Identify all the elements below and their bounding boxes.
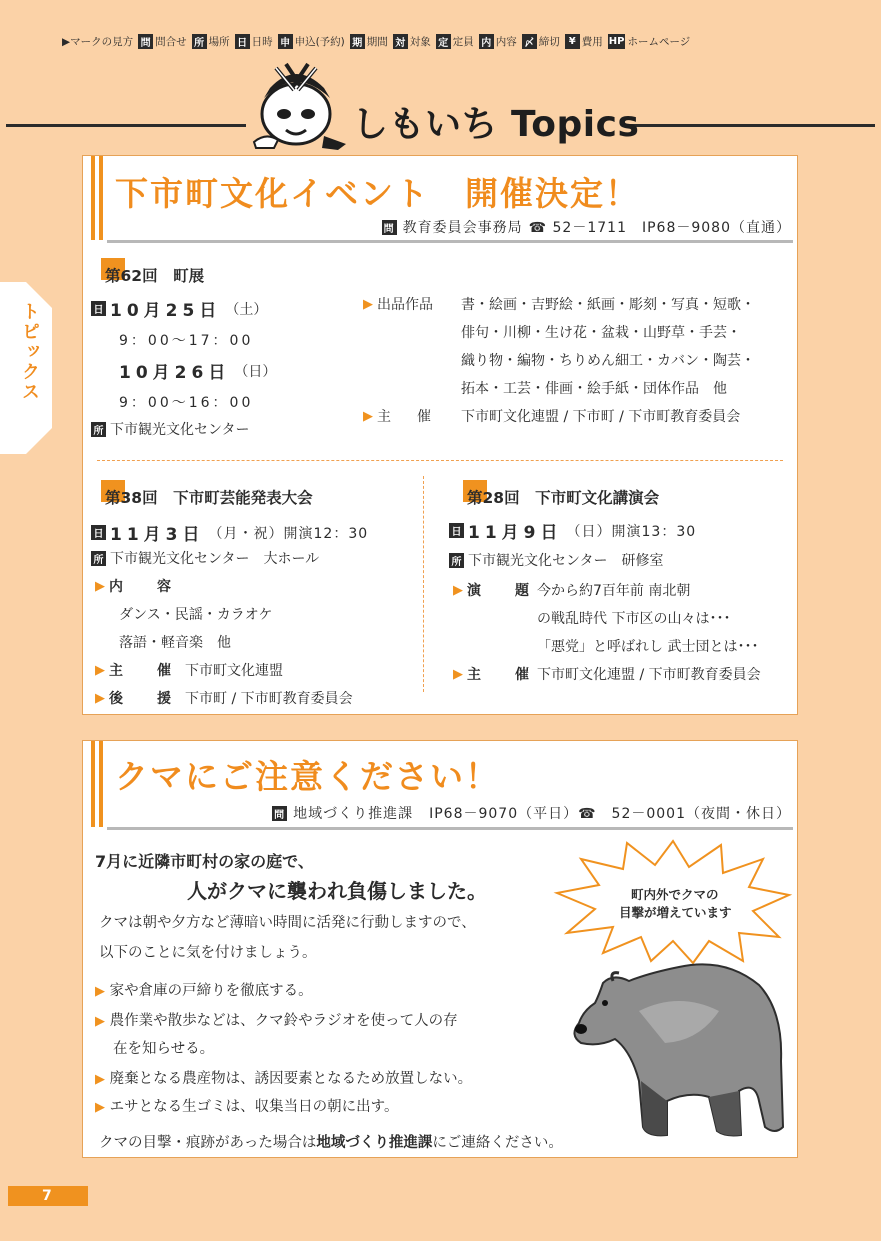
- triangle-icon: ▶: [95, 1100, 105, 1115]
- legend-item: [278, 34, 345, 49]
- tip-text: 家や倉庫の戸締りを徹底する。: [109, 983, 313, 999]
- place-text: 下市観光文化センター 研修室: [468, 553, 664, 569]
- legend-item: [393, 34, 431, 49]
- content-line: 落語・軽音楽 他: [119, 635, 231, 651]
- header-rule-left: [6, 124, 246, 127]
- day2: （日）: [234, 363, 277, 380]
- exhibition-place: [91, 419, 249, 439]
- triangle-icon: ▶: [453, 582, 463, 598]
- performance-title-text: 第38回 下市町芸能発表大会: [105, 489, 313, 507]
- bear-intro-2: 以下のことに気を付けましょう。: [99, 945, 317, 961]
- tip-continuation: 在を知らせる。: [113, 1041, 215, 1057]
- legend-mark: ¥: [565, 34, 580, 49]
- tip-text: 農作業や散歩などは、クマ鈴やラジオを使って人の存: [109, 1013, 458, 1029]
- works-line: 織り物・編物・ちりめん細工・カバン・陶芸・: [461, 353, 755, 369]
- legend-mark: HP: [608, 36, 625, 47]
- legend-text: 期間: [366, 36, 388, 48]
- tip-text: 廃棄となる農産物は、誘因要素となるため放置しない。: [109, 1071, 473, 1087]
- contact-tel: ☎ 52－1711 IP68－9080（直通）: [528, 220, 791, 236]
- exhibition-title: [105, 264, 204, 286]
- legend-item: [436, 34, 474, 49]
- bear-contact: [272, 803, 791, 823]
- performance-content-row: [95, 576, 181, 596]
- performance-support-row: [95, 688, 353, 708]
- place-text: 下市観光文化センター 大ホール: [110, 551, 320, 567]
- inquiry-mark: 問: [382, 220, 397, 235]
- legend-text: 申込(予約): [294, 36, 345, 48]
- title-rule: [107, 827, 793, 830]
- legend-mark: 定: [436, 34, 451, 49]
- page-number: 7: [8, 1186, 88, 1206]
- legend-text: 定員: [452, 36, 474, 48]
- header-rule-right: [626, 124, 875, 127]
- triangle-icon: ▶: [363, 296, 373, 312]
- triangle-icon: ▶: [95, 1072, 105, 1087]
- legend-mark: 対: [393, 34, 408, 49]
- legend-mark: 所: [192, 34, 207, 49]
- legend-text: 費用: [581, 36, 603, 48]
- theme-line: の戦乱時代 下市区の山々は･･･: [537, 611, 731, 627]
- burst-line-1: 町内外でクマの: [631, 887, 719, 902]
- lecture-date: [449, 518, 696, 543]
- tip-text: エサとなる生ゴミは、収集当日の朝に出す。: [109, 1099, 399, 1115]
- legend-text: ホームページ: [627, 36, 691, 48]
- legend-text: 対象: [409, 36, 431, 48]
- legend-mark: 期: [350, 34, 365, 49]
- triangle-icon: ▶: [95, 1014, 105, 1029]
- exhibition-host: 下市町文化連盟 / 下市町 / 下市町教育委員会: [461, 409, 741, 425]
- burst-line-2: 目撃が増えています: [619, 905, 732, 920]
- support-label: 後 援: [109, 691, 181, 707]
- place-text: 下市観光文化センター: [110, 422, 250, 438]
- mascot-icon: [246, 58, 350, 150]
- exhibition-date2: [119, 358, 276, 383]
- exhibition-time1: 9：00～17：00: [119, 333, 254, 349]
- lecture-host: 下市町文化連盟 / 下市町教育委員会: [537, 667, 761, 683]
- date: 11月3日: [110, 525, 205, 545]
- day1: （土）: [225, 301, 268, 318]
- footer-post: にご連絡ください。: [432, 1135, 563, 1151]
- side-tab-label: トピックス: [19, 302, 40, 402]
- theme-line: 「悪党」と呼ばれし 武士団とは･･･: [537, 639, 759, 655]
- place-mark: 所: [449, 553, 464, 568]
- legend-item: [608, 34, 691, 49]
- date: 11月9日: [468, 523, 563, 543]
- date-tail: （月・祝）開演12：30: [208, 525, 369, 542]
- lecture-place: [449, 550, 663, 570]
- footer-pre: クマの目撃・痕跡があった場合は: [99, 1135, 317, 1151]
- footer-bold: 地域づくり推進課: [316, 1135, 433, 1151]
- bear-card: [82, 740, 798, 1158]
- performance-place: [91, 548, 319, 568]
- performance-title: [105, 486, 313, 508]
- legend-item: [565, 34, 603, 49]
- date1: 10月25日: [110, 301, 222, 321]
- legend-text: 日時: [251, 36, 273, 48]
- contact-org: 地域づくり推進課: [293, 806, 414, 822]
- works-label-row: [363, 294, 433, 314]
- host-label: 主 催: [377, 409, 437, 425]
- date-tail: （日）開演13：30: [566, 523, 697, 540]
- tip-item: [95, 1009, 458, 1030]
- title-stripe: [91, 156, 95, 240]
- legend-text: 内容: [495, 36, 517, 48]
- title-rule: [107, 240, 793, 243]
- host-label: 主 催: [109, 663, 181, 679]
- performance-host-row: [95, 660, 283, 680]
- page-title: しもいち Topics: [352, 104, 640, 145]
- title-stripe: [99, 156, 103, 240]
- legend-item: [479, 34, 517, 49]
- date2: 10月26日: [119, 363, 231, 383]
- theme-line: 今から約7百年前 南北朝: [537, 583, 691, 599]
- contact-org: 教育委員会事務局: [402, 220, 523, 236]
- legend-text: 締切: [538, 36, 560, 48]
- legend-item: [235, 34, 273, 49]
- content-label: 内 容: [109, 579, 181, 595]
- works-line: 俳句・川柳・生け花・盆栽・山野草・手芸・: [461, 325, 741, 341]
- exhibition-host-row: [363, 406, 437, 426]
- triangle-icon: ▶: [453, 666, 463, 682]
- tip-item: [95, 979, 313, 1000]
- bear-icon: [569, 951, 791, 1141]
- event-card: [82, 155, 798, 715]
- host-text: 下市町文化連盟: [185, 663, 283, 679]
- place-mark: 所: [91, 551, 106, 566]
- event-contact: [382, 217, 791, 237]
- legend-mark: 〆: [522, 34, 537, 49]
- inquiry-mark: 問: [272, 806, 287, 821]
- support-text: 下市町 / 下市町教育委員会: [185, 691, 353, 707]
- date-mark: 日: [91, 525, 106, 540]
- triangle-icon: ▶: [95, 984, 105, 999]
- lecture-host-row: [453, 664, 539, 684]
- legend-mark: 問: [138, 34, 153, 49]
- performance-date: [91, 520, 368, 545]
- legend-text: 場所: [208, 36, 230, 48]
- dashed-divider: [97, 460, 783, 461]
- legend-item: [522, 34, 560, 49]
- bear-headline-2: 人がクマに襲われ負傷しました。: [187, 879, 487, 903]
- exhibition-title-text: 第62回 町展: [105, 267, 205, 285]
- host-label: 主 催: [467, 667, 539, 683]
- works-line: 拓本・工芸・俳画・絵手紙・団体作品 他: [461, 381, 727, 397]
- tip-item: [95, 1067, 472, 1088]
- tip-item: [95, 1095, 398, 1116]
- triangle-icon: ▶: [363, 408, 373, 424]
- title-stripe: [99, 741, 103, 827]
- works-label: 出品作品: [377, 297, 433, 313]
- exhibition-date1: [91, 296, 267, 321]
- bear-headline-1: 7月に近隣市町村の家の庭で、: [95, 852, 314, 871]
- legend-mark: 日: [235, 34, 250, 49]
- legend-item: [350, 34, 388, 49]
- date-mark: 日: [91, 301, 106, 316]
- legend-lead: ▶マークの見方: [62, 36, 134, 48]
- theme-label: 演 題: [467, 583, 539, 599]
- lecture-theme-row: [453, 580, 539, 600]
- event-card-title: 下市町文化イベント 開催決定！: [115, 174, 640, 213]
- triangle-icon: ▶: [95, 690, 105, 706]
- lecture-title: [467, 486, 659, 508]
- exhibition-time2: 9：00～16：00: [119, 395, 254, 411]
- bear-card-title: クマにご注意ください！: [115, 757, 500, 796]
- content-line: ダンス・民謡・カラオケ: [119, 607, 273, 623]
- bear-footer: [99, 1131, 563, 1152]
- place-mark: 所: [91, 422, 106, 437]
- marks-legend: [62, 34, 863, 49]
- legend-mark: 内: [479, 34, 494, 49]
- legend-item: [192, 34, 230, 49]
- legend-mark: 申: [278, 34, 293, 49]
- legend-text: 問合せ: [155, 36, 187, 48]
- date-mark: 日: [449, 523, 464, 538]
- legend-item: [138, 34, 187, 49]
- triangle-icon: ▶: [95, 662, 105, 678]
- triangle-icon: ▶: [95, 578, 105, 594]
- dashed-divider: [423, 476, 424, 692]
- title-stripe: [91, 741, 95, 827]
- contact-tel: IP68－9070（平日）☎ 52－0001（夜間・休日）: [429, 806, 791, 822]
- works-line: 書・絵画・吉野絵・紙画・彫刻・写真・短歌・: [461, 297, 755, 313]
- bear-intro-1: クマは朝や夕方など薄暗い時間に活発に行動しますので、: [99, 915, 476, 931]
- lecture-title-text: 第28回 下市町文化講演会: [467, 489, 660, 507]
